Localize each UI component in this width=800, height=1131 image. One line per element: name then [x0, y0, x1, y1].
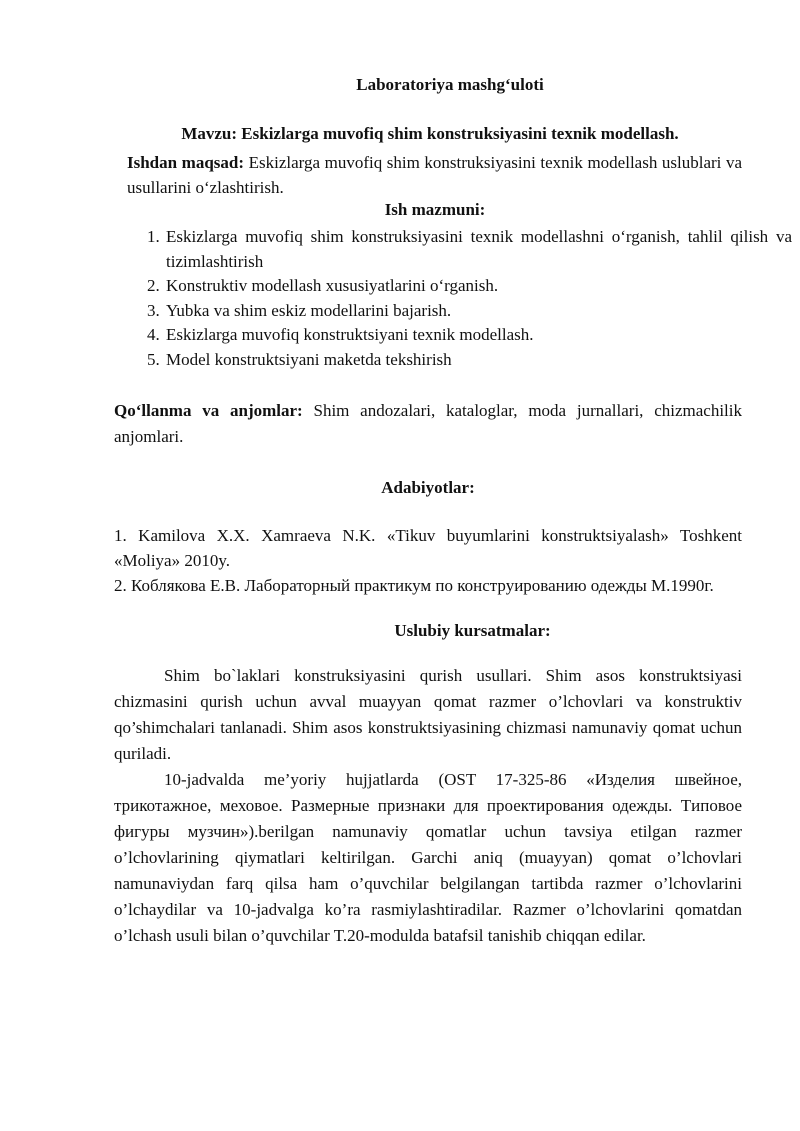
list-item: 5. Model konstruktsiyani maketda tekshirish	[164, 348, 792, 373]
list-item: 2. Konstruktiv modellash xususiyatlarini o‘rganish.	[164, 274, 792, 299]
document-title: Laboratoriya mashg‘uloti	[356, 75, 544, 94]
list-item: 3. Yubka va shim eskiz modellarini bajarish.	[164, 299, 792, 324]
goal-label: Ishdan maqsad:	[127, 153, 245, 172]
goal-text: Eskizlarga muvofiq shim konstruksiyasini texnik modellash uslublari va usullarini o‘zlashtirish.	[127, 153, 743, 197]
guidelines-body	[114, 663, 742, 949]
literature-item: 1. Kamilova X.X. Xamraeva N.K. «Tikuv buyumlarini konstruktsiyalash» Toshkent «Moliya» 2010y.	[114, 526, 742, 570]
work-content-heading: Ish mazmuni:	[384, 200, 486, 219]
goal-paragraph	[127, 151, 742, 200]
guidelines-paragraph: 10-jadvalda me’yoriy hujjatlarda (OST 17-325-86 «Изделия швейное, трикотажное, меховое. Размерные признаки для проектирования одежды. Tиповое фигуры музчин»).berilgan namunaviy qomatlar uchun tavsiya etilgan razmer o’lchovlarining qiymatlari keltirilgan. Garchi aniq (muayyan) qomat o’lchovlari namunaviydan farq qilsa ham o’quvchilar belgilangan tartibda razmer o’lchovlarini o’lchaydilar va 10-jadvalga ko’ra rasmiylashtiradilar. Razmer o’lchovlarini qomatdan o’lchash usuli bilan o’quvchilar T.20-modulda batafsil tanishib chiqqan edilar.	[114, 770, 742, 945]
materials-paragraph	[114, 398, 742, 450]
list-item: 1. Eskizlarga muvofiq shim konstruksiyasini texnik modellashni o‘rganish, tahlil qilish va tizimlashtirish	[164, 225, 792, 274]
literature-heading: Adabiyotlar:	[381, 478, 475, 497]
materials-label: Qo‘llanma va anjomlar:	[114, 401, 303, 420]
materials-text: Shim andozalari, kataloglar, moda jurnallari, chizmachilik anjomlari.	[114, 401, 742, 446]
literature-item: 2. Коблякова Е.В. Лабораторный практикум по конструированию одежды М.1990г.	[114, 576, 714, 595]
guidelines-paragraph: Shim bo`laklari konstruksiyasini qurish usullari. Shim asos konstruktsiyasi chizmasini qurish uchun avval muayyan qomat razmer o’lchovlari va konstruktiv qo’shimchalari tanlanadi. Shim asos konstruktsiyasining chizmasi namunaviy qomat uchun quriladi.	[114, 666, 742, 763]
topic-heading: Mavzu: Eskizlarga muvofiq shim konstruksiyasini texnik modellash.	[181, 124, 679, 143]
guidelines-heading: Uslubiy kursatmalar:	[394, 621, 551, 640]
work-content-list	[114, 225, 792, 372]
list-item: 4. Eskizlarga muvofiq konstruktsiyani texnik modellash.	[164, 323, 792, 348]
